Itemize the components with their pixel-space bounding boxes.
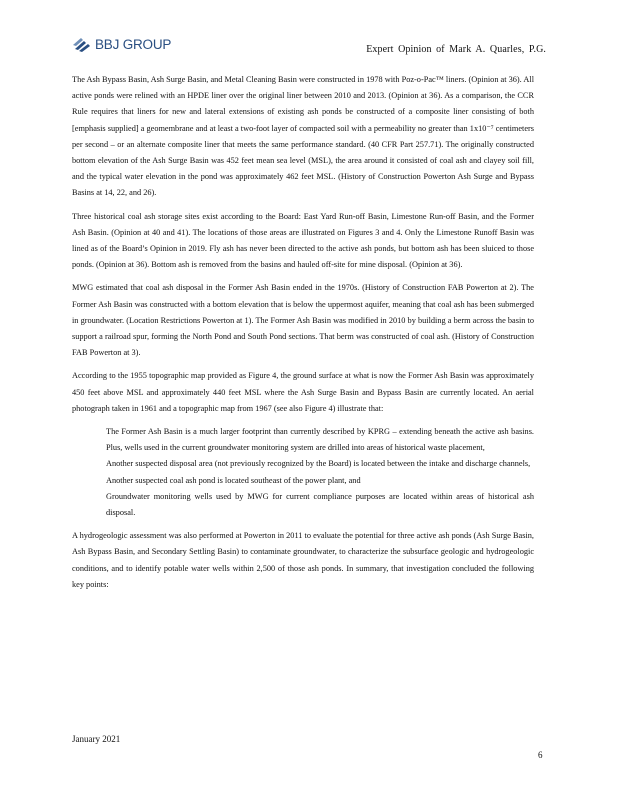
findings-list (72, 424, 534, 521)
footer-date: January 2021 (72, 734, 121, 744)
page-number: 6 (538, 750, 543, 760)
list-item (88, 489, 534, 521)
logo-text: BBJ GROUP (95, 36, 172, 52)
list-item-text: Groundwater monitoring wells used by MWG for current compliance purposes are located within areas of historical ash disposal. (106, 491, 534, 518)
paragraph-historical-storage-sites: Three historical coal ash storage sites exist according to the Board: East Yard Run-off Basin, Limestone Run-off Basin, and the Former Ash Basin. (Opinion at 40 and 41). The locations of those areas are illustrated on Figures 3 and 4. Only the Limestone Runoff Basin was lined as of the Board’s Opinion in 2019. Fly ash has never been directed to the active ash ponds, but bottom ash has been sluiced to those ponds. (Opinion at 36). Bottom ash is removed from the basins and hauled off-site for mine disposal. (Opinion at 36). (72, 211, 534, 270)
bullet-icon (88, 456, 94, 472)
paragraph-topographic-map: According to the 1955 topographic map provided as Figure 4, the ground surface at what is now the Former Ash Basin was approximately 450 feet above MSL and approximately 440 feet MSL where the Ash Surge Basin and Bypass Basin are currently located. An aerial photograph taken in 1961 and a topographic map from 1967 (see also Figure 4) illustrate that: (72, 371, 534, 413)
paragraph-ash-basins-liners: The Ash Bypass Basin, Ash Surge Basin, and Metal Cleaning Basin were constructed in 1978 with Poz-o-Pac™ liners. (Opinion at 36). All active ponds were relined with an HPDE liner over the original liner between 2010 and 2013. (Opinion at 36). As a comparison, the CCR Rule requires that liners for new and lateral extensions of existing ash ponds be constructed of a composite liner consisting of both [emphasis supplied] a geomembrane and at least a two-foot layer of compacted soil with a permeability no greater than 1x10⁻⁷ centimeters per second – or an alternate composite liner that meets the same performance standard. (40 CFR Part 257.71). The originally constructed bottom elevation of the Ash Surge Basin was 452 feet mean sea level (MSL), the area around it consisted of coal ash and clayey soil fill, and the typical water elevation in the pond was approximately 462 feet MSL. (History of Construction Powerton Ash Surge and Bypass Basins at 14, 22, and 26). (72, 75, 534, 198)
paragraph-former-ash-basin: MWG estimated that coal ash disposal in the Former Ash Basin ended in the 1970s. (History of Construction FAB Powerton at 2). The Former Ash Basin was constructed with a bottom elevation that is below the uppermost aquifer, meaning that coal ash has been submerged in groundwater. (Location Restrictions Powerton at 1). The Former Ash Basin was modified in 2010 by building a berm across the basin to support a railroad spur, forming the North Pond and South Pond sections. That berm was constructed of coal ash. (History of Construction FAB Powerton at 3). (72, 283, 534, 358)
list-item-text: The Former Ash Basin is a much larger footprint than currently described by KPRG – extending beneath the active ash basins. Plus, wells used in the current groundwater monitoring system are drilled into areas of historical waste placement, (106, 427, 534, 453)
logo-mark-icon (72, 36, 92, 52)
paragraph-hydrogeologic-assessment: A hydrogeologic assessment was also performed at Powerton in 2011 to evaluate the potential for three active ash ponds (Ash Surge Basin, Ash Bypass Basin, and Secondary Settling Basin) to contaminate groundwater, to characterize the subsurface geologic and hydrogeologic conditions, and to identify potable water wells within 2,500 of those ash ponds. In summary, that investigation concluded the following key points: (72, 531, 534, 589)
list-item-text: Another suspected disposal area (not previously recognized by the Board) is located between the intake and discharge channels, (106, 459, 531, 469)
list-item (88, 473, 534, 489)
list-item (88, 456, 534, 472)
list-item-text: Another suspected coal ash pond is located southeast of the power plant, and (106, 475, 361, 485)
bullet-icon (88, 424, 94, 440)
list-item (88, 424, 534, 456)
document-header-title: Expert Opinion of Mark A. Quarles, P.G. (366, 44, 546, 55)
bullet-icon (88, 489, 94, 505)
company-logo (72, 36, 171, 52)
document-body (72, 72, 534, 600)
bullet-icon (88, 473, 94, 489)
